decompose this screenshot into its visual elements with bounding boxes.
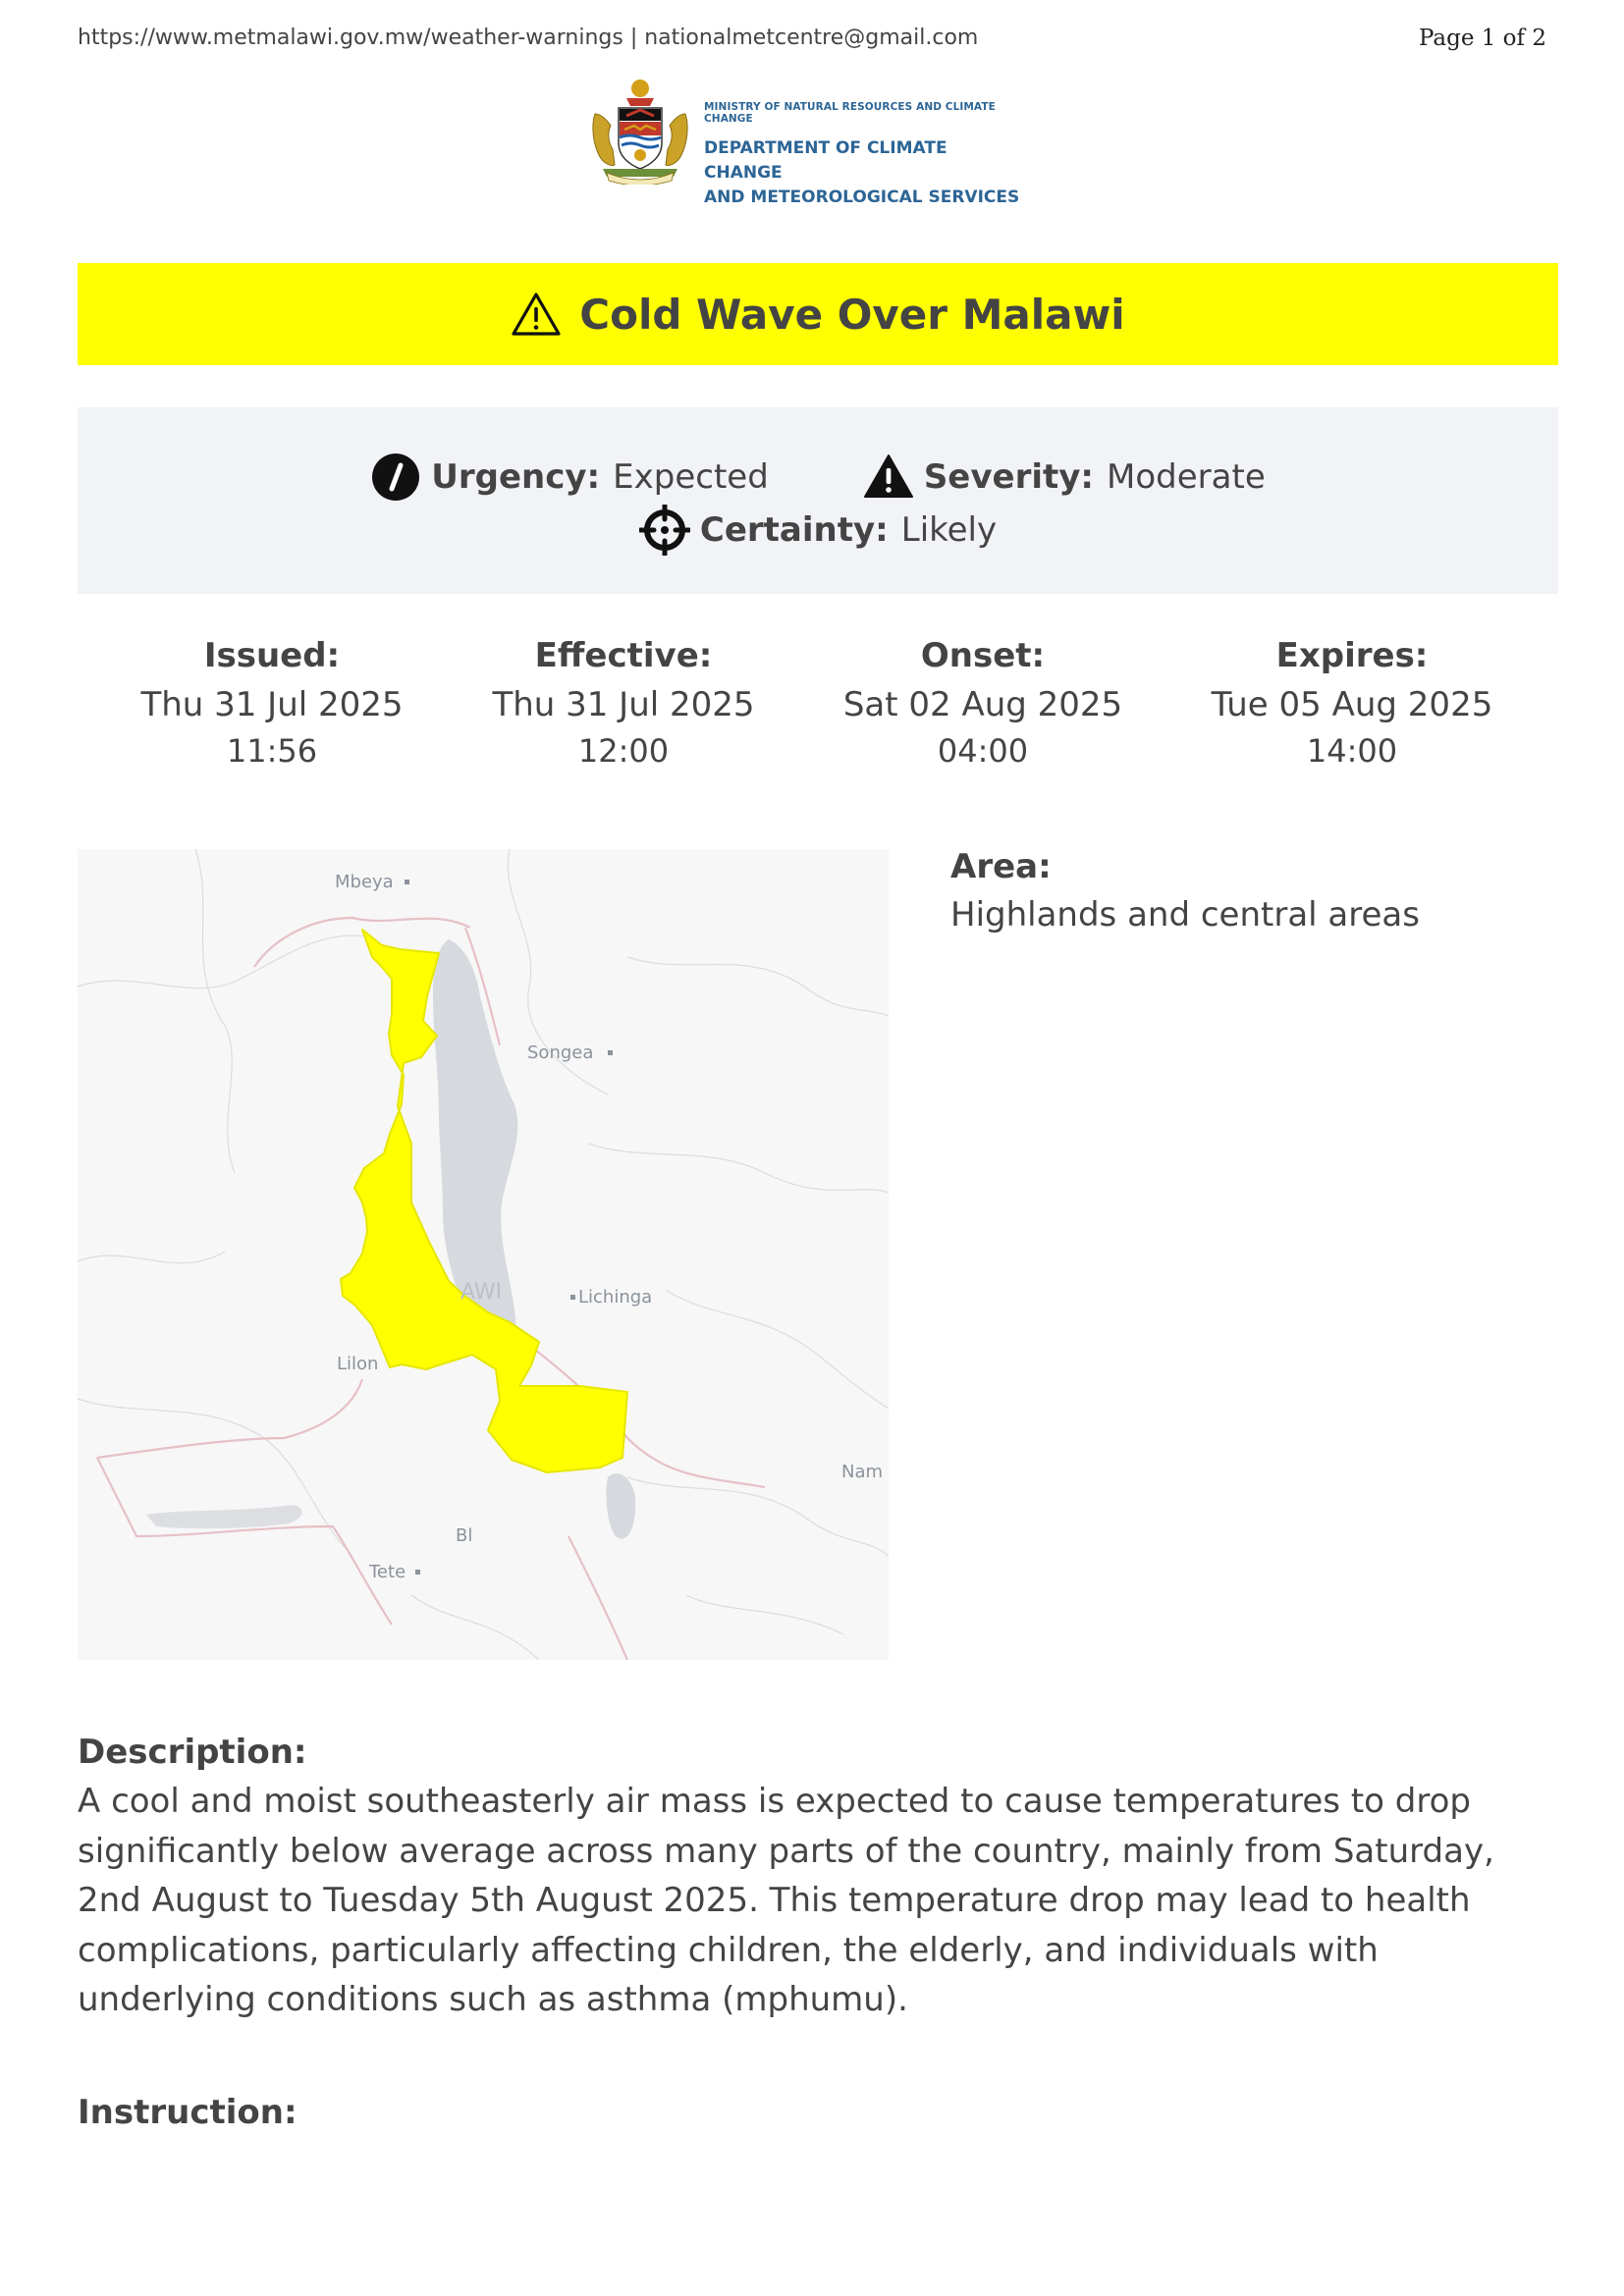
warning-title: Cold Wave Over Malawi [579,290,1125,339]
map-label-nampula: Nam [841,1462,884,1482]
issued-date: Thu 31 Jul 2025 [140,685,404,724]
certainty-value: Likely [900,510,998,550]
map-label-songea: Songea [527,1042,594,1063]
certainty-label: Certainty: [699,510,889,550]
map-svg [78,849,889,1660]
map-label-lilongwe: Lilon [337,1354,379,1374]
logo-text [704,101,1031,210]
department-name-line1: DEPARTMENT OF CLIMATE CHANGE [704,138,947,183]
effective-column [447,636,800,770]
onset-label: Onset: [920,636,1046,675]
urgency-label: Urgency: [431,457,601,497]
expires-time: 14:00 [1306,732,1398,770]
severity-value: Moderate [1107,457,1266,497]
map-label-lichinga: Lichinga [578,1287,653,1308]
area-label: Area: [950,847,1052,886]
effective-date: Thu 31 Jul 2025 [492,685,755,724]
urgency-item [370,452,769,503]
onset-time: 04:00 [937,732,1029,770]
urgency-value: Expected [613,457,769,497]
department-name-line2: AND METEOROLOGICAL SERVICES [704,187,1020,207]
effective-time: 12:00 [577,732,670,770]
warning-area-map [78,849,889,1660]
severity-label: Severity: [923,457,1095,497]
gauge-icon [370,452,421,503]
warning-times [78,636,1558,783]
header-contact-line: https://www.metmalawi.gov.mw/weather-warnings | nationalmetcentre@gmail.com [78,26,979,50]
expires-column [1175,636,1529,770]
onset-date: Sat 02 Aug 2025 [842,685,1123,724]
severity-item [863,452,1266,503]
onset-column [806,636,1160,770]
description-text: A cool and moist southeasterly air mass is expected to cause temperatures to drop significantly below average across many parts of the country, mainly from Saturday, 2nd August to Tuesday 5th August 2025. This temperature drop may lead to health complications, particularly affecting children, the elderly, and individuals with underlying conditions such as asthma (mphumu). [78,1782,1494,2019]
certainty-item [639,505,997,556]
description-label: Description: [78,1733,307,1772]
ministry-name: MINISTRY OF NATURAL RESOURCES AND CLIMATE CHANGE [704,101,996,125]
issued-time: 11:56 [226,732,318,770]
area-value: Highlands and central areas [950,895,1420,934]
alert-triangle-icon [863,452,914,503]
instruction-label: Instruction: [78,2093,298,2132]
issued-label: Issued: [203,636,341,675]
malawi-coat-of-arms-icon [589,75,691,185]
effective-label: Effective: [534,636,713,675]
issued-column [95,636,449,770]
warning-triangle-icon [511,292,562,337]
map-label-mbeya: Mbeya [335,872,394,892]
expires-date: Tue 05 Aug 2025 [1211,685,1493,724]
warning-meta-box [78,407,1558,594]
expires-label: Expires: [1275,636,1429,675]
map-label-malawi: AWI [460,1280,503,1305]
map-label-tete: Tete [369,1562,406,1582]
warning-title-bar [78,263,1558,365]
department-logo [589,75,1031,207]
crosshair-icon [639,505,690,556]
page-number: Page 1 of 2 [1418,26,1546,51]
map-label-blantyre: Bl [456,1525,473,1546]
